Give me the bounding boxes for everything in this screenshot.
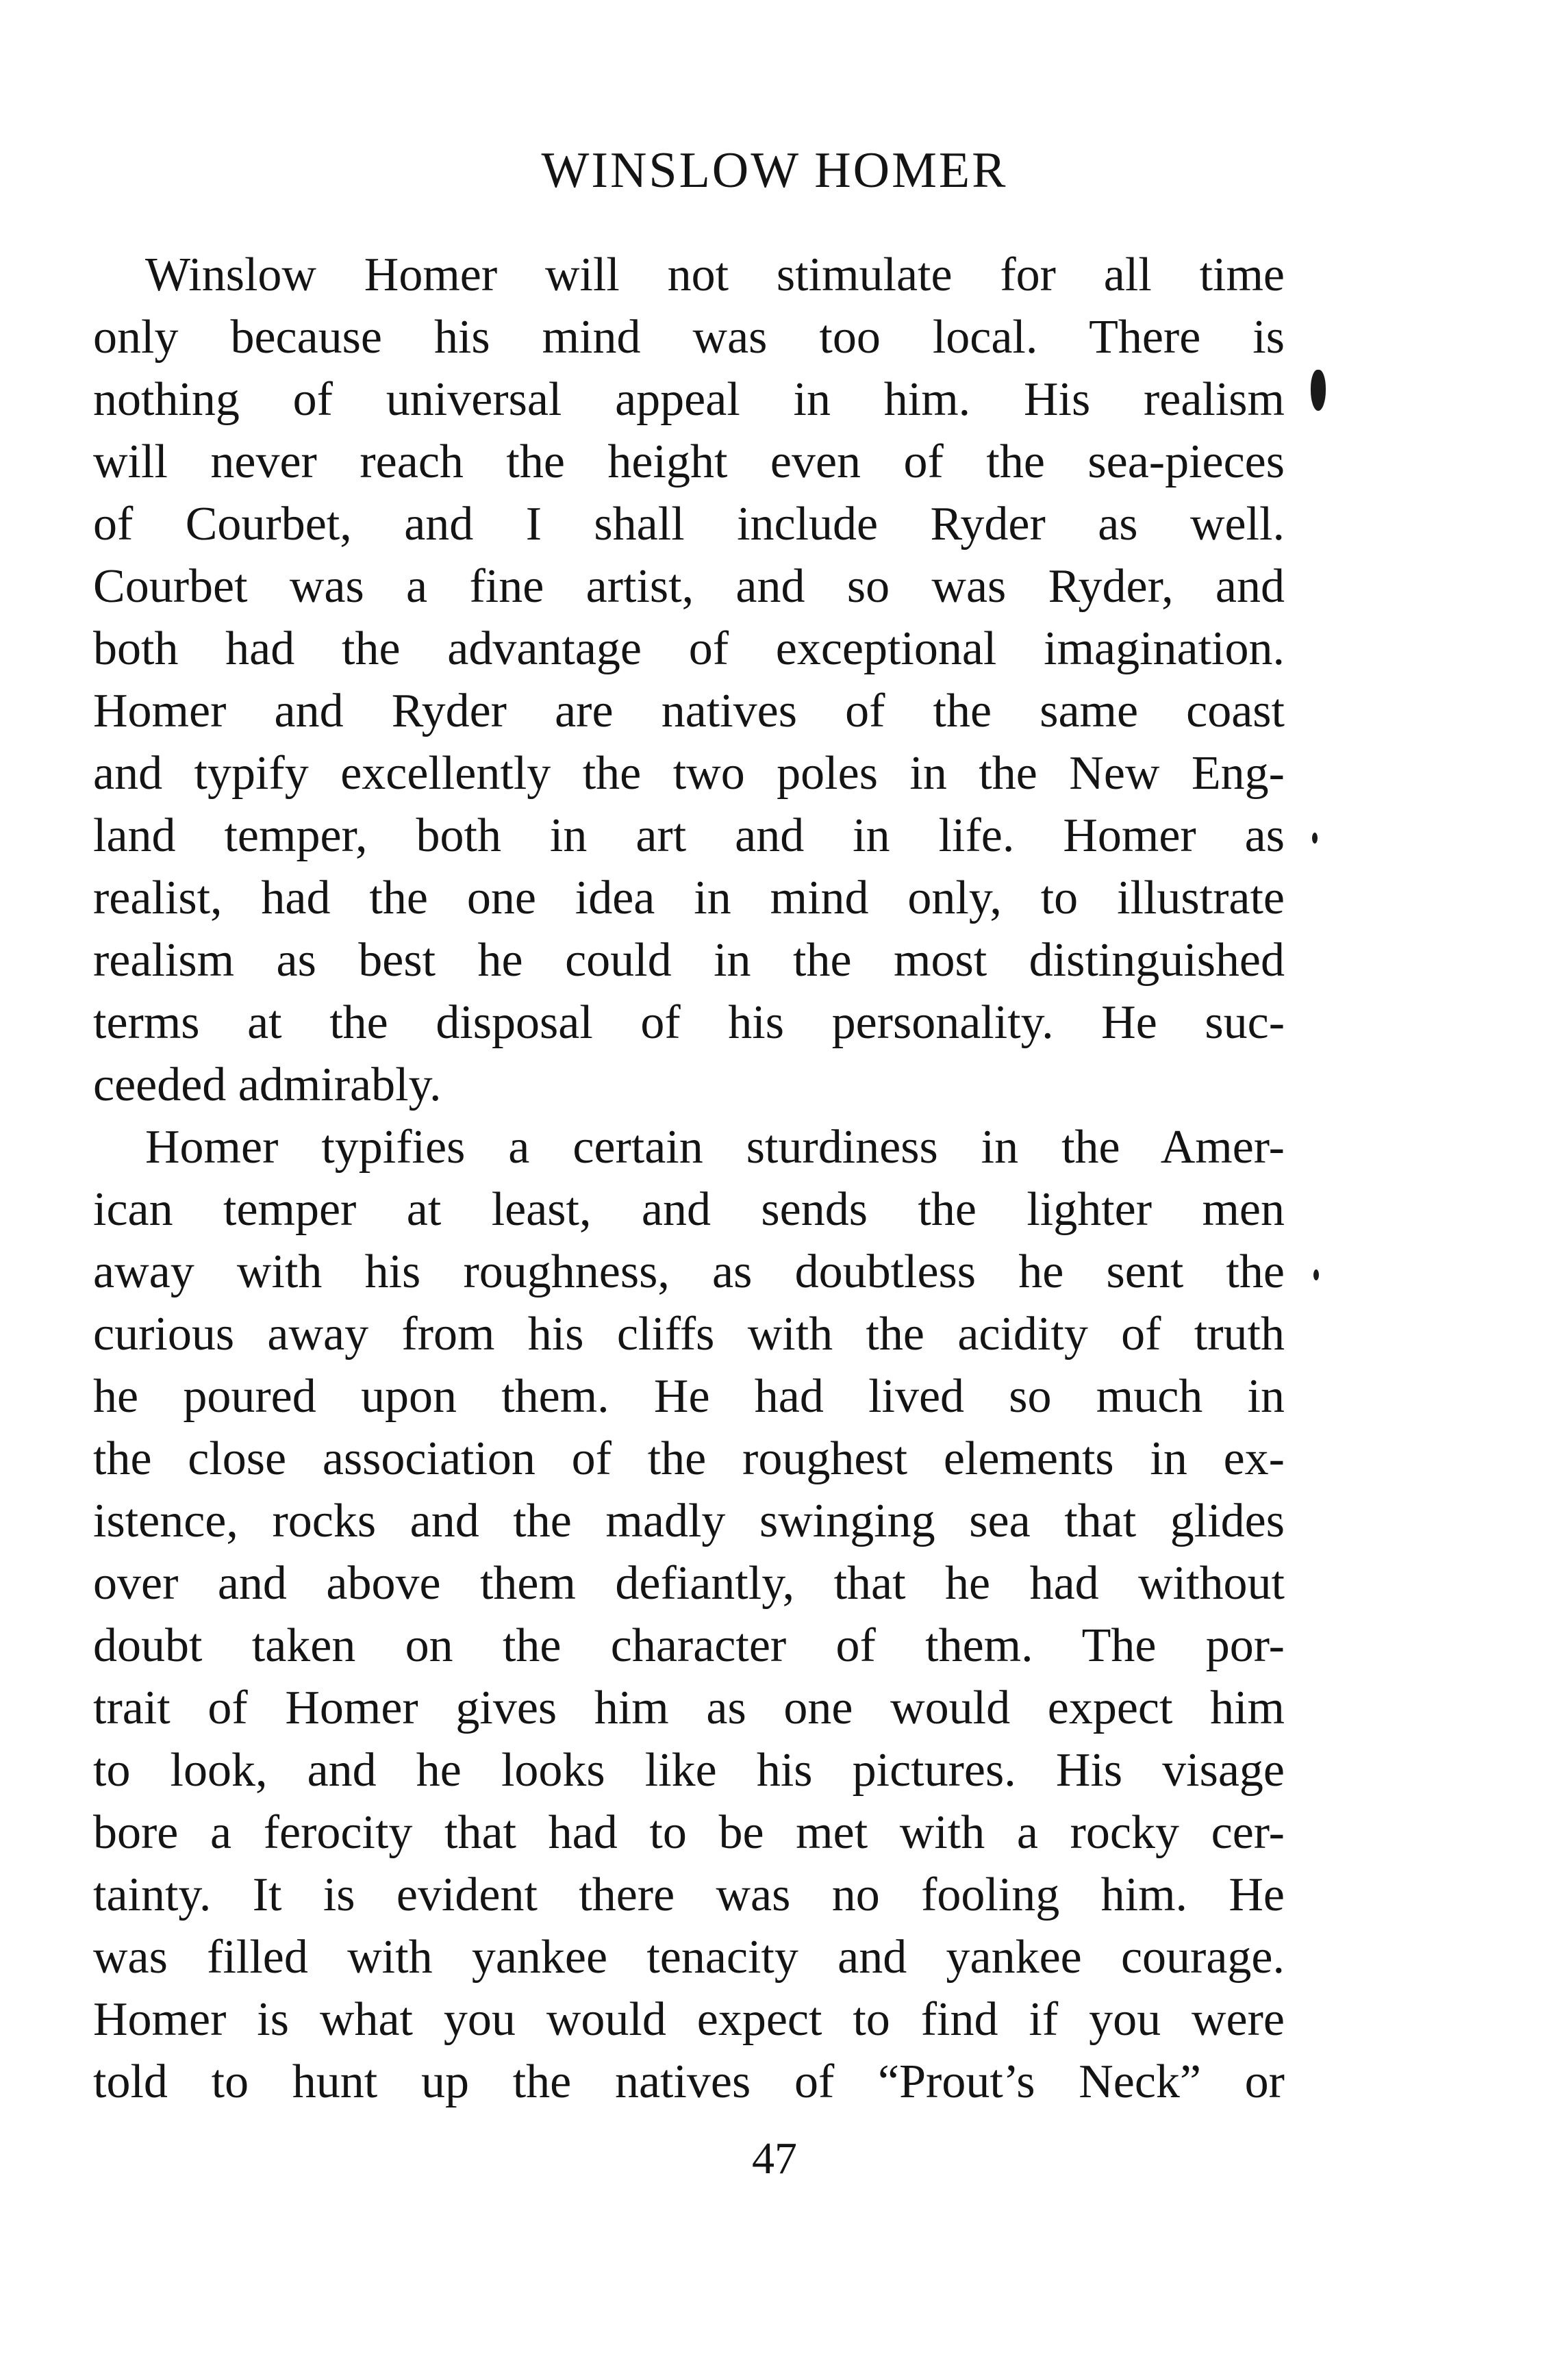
text-line: doubt taken on the character of them. The por-	[93, 1619, 1285, 1672]
text-line: nothing of universal appeal in him. His realism	[93, 373, 1285, 426]
text-line: and typify excellently the two poles in the New Eng-	[93, 747, 1285, 800]
text-line: the close association of the roughest elements in ex-	[93, 1432, 1285, 1485]
ink-mark	[1313, 1269, 1319, 1280]
text-line: curious away from his cliffs with the acidity of truth	[93, 1308, 1285, 1360]
text-line: of Courbet, and I shall include Ryder as well.	[93, 498, 1285, 550]
text-line: he poured upon them. He had lived so much in	[93, 1370, 1285, 1423]
text-line: trait of Homer gives him as one would expect him	[93, 1682, 1285, 1734]
ink-mark	[1312, 833, 1318, 844]
text-line: Homer is what you would expect to find if you were	[93, 1993, 1285, 2046]
text-line: bore a ferocity that had to be met with a rocky cer-	[93, 1806, 1285, 1859]
running-head: WINSLOW HOMER	[541, 142, 1008, 199]
text-line: over and above them defiantly, that he had without	[93, 1557, 1285, 1610]
text-line: to look, and he looks like his pictures. His visage	[93, 1744, 1285, 1797]
text-line: away with his roughness, as doubtless he sent the	[93, 1245, 1285, 1298]
text-line: will never reach the height even of the sea-pieces	[93, 435, 1285, 488]
text-line: was filled with yankee tenacity and yankee courage.	[93, 1931, 1285, 1984]
text-line: istence, rocks and the madly swinging sea that glides	[93, 1495, 1285, 1547]
text-line: ceeded admirably.	[93, 1059, 442, 1111]
text-line: only because his mind was too local. There is	[93, 311, 1285, 364]
body-text	[93, 244, 1285, 2113]
text-line: tainty. It is evident there was no fooling him. He	[93, 1869, 1285, 1921]
ink-mark	[1311, 370, 1326, 411]
text-line: Homer and Ryder are natives of the same coast	[93, 685, 1285, 737]
text-line: realism as best he could in the most distinguished	[93, 934, 1285, 987]
text-line: Homer typifies a certain sturdiness in the Amer-	[145, 1121, 1285, 1174]
text-line: land temper, both in art and in life. Homer as	[93, 809, 1285, 862]
text-line: realist, had the one idea in mind only, to illustrate	[93, 872, 1285, 924]
text-line: both had the advantage of exceptional imagination.	[93, 622, 1285, 675]
text-line: ican temper at least, and sends the lighter men	[93, 1183, 1285, 1236]
text-line: Winslow Homer will not stimulate for all time	[145, 249, 1285, 301]
text-line: Courbet was a fine artist, and so was Ryder, and	[93, 560, 1285, 613]
page-number: 47	[752, 2134, 797, 2183]
text-line: told to hunt up the natives of “Prout’s Neck” or	[93, 2055, 1285, 2108]
text-line: terms at the disposal of his personality. He suc-	[93, 996, 1285, 1049]
